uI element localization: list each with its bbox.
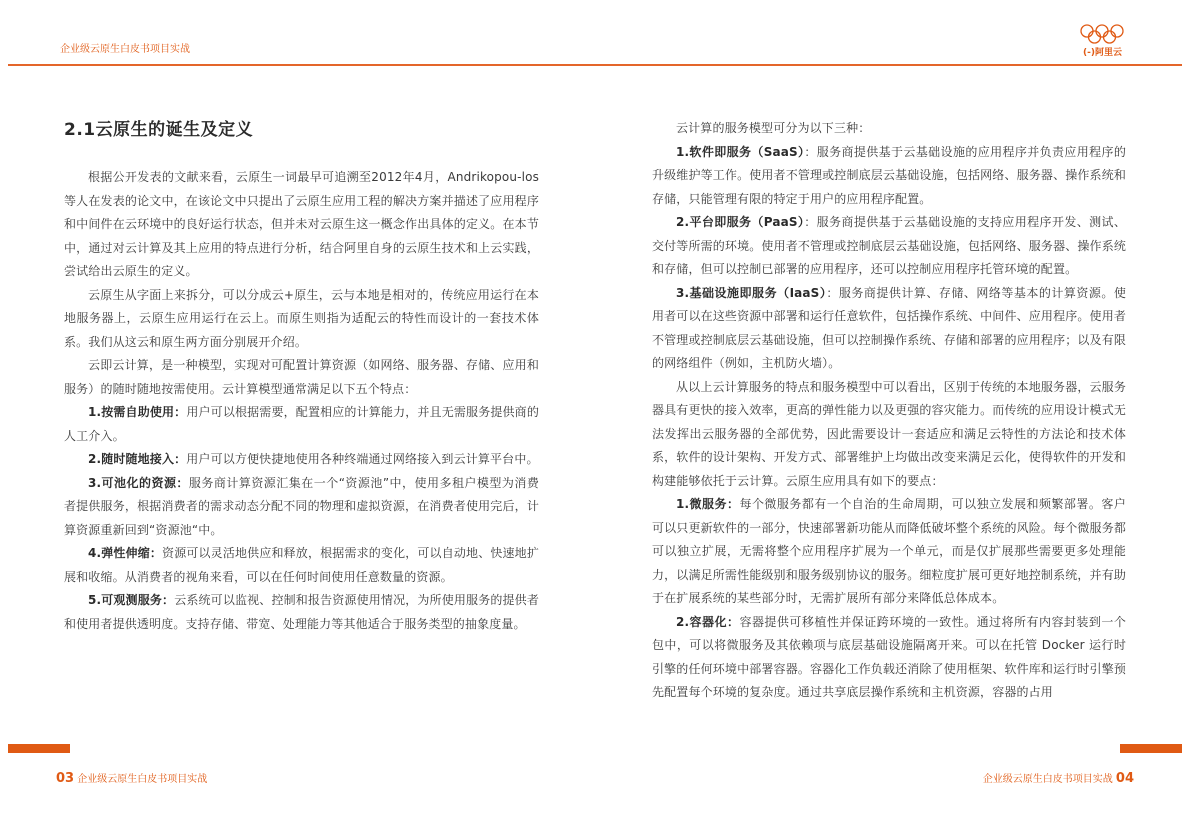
feature-item <box>64 401 539 448</box>
footer-left <box>56 770 207 786</box>
paragraph: 云即云计算，是一种模型，实现对可配置计算资源（如网络、服务器、存储、应用和服务）的随时随地按需使用。云计算模型通常满足以下五个特点： <box>64 358 539 396</box>
feature-text: 资源可以灵活地供应和释放，根据需求的变化，可以自动地、快速地扩展和收缩。从消费者的视角来看，可以在任何时间使用任意数量的资源。 <box>64 546 539 584</box>
feature-item <box>64 472 539 543</box>
service-model-item <box>652 282 1126 376</box>
service-model-label: 3.基础设施即服务（IaaS） <box>676 285 827 300</box>
feature-text: 用户可以方便快捷地使用各种终端通过网络接入到云计算平台中。 <box>186 452 539 466</box>
point-label: 1.微服务： <box>676 497 740 511</box>
feature-label: 3.可池化的资源： <box>88 475 189 490</box>
service-model-item <box>652 211 1126 282</box>
feature-label: 5.可观测服务： <box>88 593 175 607</box>
point-label: 2.容器化： <box>676 614 740 629</box>
service-model-text: ：服务商提供基于云基础设施的支持应用程序开发、测试、交付等所需的环境。使用者不管理或控制底层云基础设施，包括网络、服务器、操作系统和存储，但可以控制已部署的应用程序，还可以控制应用程序托管环境的配置。 <box>652 215 1127 276</box>
feature-item <box>64 448 539 472</box>
service-model-item <box>652 141 1126 212</box>
feature-text: 云系统可以监视、控制和报告资源使用情况，为所使用服务的提供者和使用者提供透明度。支持存储、带宽、处理能力等其他适合于服务类型的抽象度量。 <box>64 593 539 631</box>
page-number-right: 04 <box>1115 771 1134 786</box>
service-model-label: 1.软件即服务（SaaS） <box>676 144 805 159</box>
feature-item <box>64 589 539 636</box>
header-divider <box>8 64 1182 66</box>
paragraph: 根据公开发表的文献来看，云原生一词最早可追溯至2012年4月，Andrikopou-los 等人在发表的论文中，在该论文中只提出了云原生应用工程的解决方案并描述了应用程序和中间件在云环境中的良好运行状态，但并未对云原生这一概念作出具体的定义。在本节中，通过对云计算及其上应用的特点进行分析，结合阿里自身的云原生技术和上云实践，尝试给出云原生的定义。 <box>64 170 539 278</box>
footer-right <box>983 770 1134 786</box>
right-column <box>652 117 1126 705</box>
feature-item <box>64 542 539 589</box>
service-model-label: 2.平台即服务（PaaS） <box>676 215 805 229</box>
header-title: 企业级云原生白皮书项目实战 <box>60 44 190 55</box>
feature-text: 服务商计算资源汇集在一个“资源池”中，使用多租户模型为消费者提供服务，根据消费者的需求动态分配不同的物理和虚拟资源，在消费者使用完后，计算资源重新回到“资源池“中。 <box>64 475 539 537</box>
cloud-native-point <box>652 493 1126 611</box>
paragraph: 从以上云计算服务的特点和服务模型中可以看出，区别于传统的本地服务器，云服务器具有更快的接入效率，更高的弹性能力以及更强的容灾能力。而传统的应用设计模式无法发挥出云服务器的全部优势，因此需要设计一套适应和满足云特性的方法论和技术体系，软件的设计架构、开发方式、部署维护上均做出改变来满足云化，使得软件的开发和构建能够依托于云计算。云原生应用具有如下的要点： <box>652 379 1126 488</box>
service-model-text: ：服务商提供计算、存储、网络等基本的计算资源。使用者可以在这些资源中部署和运行任意软件，包括操作系统、中间件、应用程序。使用者不管理或控制底层云基础设施，但可以控制操作系统、存储和部署的应用程序；以及有限的网络组件（例如，主机防火墙）。 <box>652 285 1126 370</box>
feature-text: 用户可以根据需要，配置相应的计算能力，并且无需服务提供商的人工介入。 <box>64 405 539 443</box>
feature-label: 4.弹性伸缩： <box>88 546 163 560</box>
point-text: 每个微服务都有一个自治的生命周期，可以独立发展和频繁部署。客户可以只更新软件的一部分，快速部署新功能从而降低破坏整个系统的风险。每个微服务都可以独立扩展，无需将整个应用程序扩展为一个单元，而是仅扩展那些需要更多处理能力，以满足所需性能级别和服务级别协议的服务。细粒度扩展可更好地控制系统，并有助于在扩展系统的某些部分时，无需扩展所有部分来降低总体成本。 <box>652 497 1127 605</box>
feature-label: 2.随时随地接入： <box>88 452 187 466</box>
section-heading: 2.1云原生的诞生及定义 <box>64 120 254 140</box>
paragraph: 云计算的服务模型可分为以下三种： <box>676 121 871 135</box>
left-column <box>64 118 539 636</box>
feature-label: 1.按需自助使用： <box>88 405 187 419</box>
service-model-text: ：服务商提供基于云基础设施的应用程序并负责应用程序的升级维护等工作。使用者不管理或控制底层云基础设施，包括网络、服务器、操作系统和存储，只能管理有限的特定于用户的应用程序配置。 <box>652 144 1127 206</box>
footer-title-right: 企业级云原生白皮书项目实战 <box>982 774 1113 785</box>
page-number-left: 03 <box>56 771 75 786</box>
footer-title-left: 企业级云原生白皮书项目实战 <box>77 774 208 785</box>
footer-accent-bar-left <box>8 744 70 753</box>
aliyun-logo: (-)阿里云 <box>1083 48 1122 58</box>
footer-accent-bar-right <box>1120 744 1182 753</box>
point-text: 容器提供可移植性并保证跨环境的一致性。通过将所有内容封装到一个包中，可以将微服务及其依赖项与底层基础设施隔离开来。可以在托管 Docker 运行时引擎的任何环境中部署容器。容器化工作负载还消除了使用框架、软件库和运行时引擎预先配置每个环境的复杂度。通过共享底层操作系统和主机资源，容器的占用 <box>652 614 1127 699</box>
cloud-native-point <box>652 611 1126 705</box>
paragraph: 云原生从字面上来拆分，可以分成云+原生，云与本地是相对的，传统应用运行在本地服务器上，云原生应用运行在云上。而原生则指为适配云的特性而设计的一套技术体系。我们从这云和原生两方面分别展开介绍。 <box>64 287 539 349</box>
